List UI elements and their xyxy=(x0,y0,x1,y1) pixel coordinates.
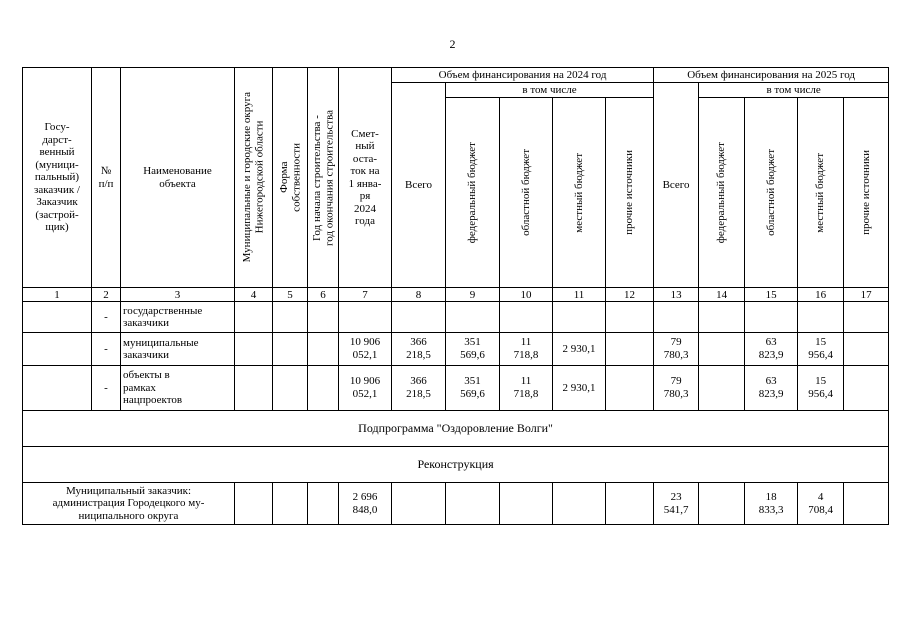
cell-regional-2025: 63 823,9 xyxy=(745,366,798,411)
section-title: Реконструкция xyxy=(23,447,889,483)
col-number: 4 xyxy=(235,288,273,302)
cell-regional-2025: 18 833,3 xyxy=(745,483,798,525)
cell-federal-2025 xyxy=(699,366,745,411)
col-number: 13 xyxy=(654,288,699,302)
cell-remainder: 10 906 052,1 xyxy=(339,333,392,366)
cell-other-2024 xyxy=(606,302,654,333)
cell-regional-2025 xyxy=(745,302,798,333)
col-number: 10 xyxy=(500,288,553,302)
cell-ownership xyxy=(273,302,308,333)
col-number: 8 xyxy=(392,288,446,302)
cell-other-2025 xyxy=(844,333,889,366)
cell-federal-2024 xyxy=(446,302,500,333)
cell-local-2025: 15 956,4 xyxy=(798,333,844,366)
cell-remainder: 10 906 052,1 xyxy=(339,366,392,411)
cell-total-2025: 79 780,3 xyxy=(654,366,699,411)
header-total-2025: Всего xyxy=(654,83,699,288)
col-number: 17 xyxy=(844,288,889,302)
cell-name: государственные заказчики xyxy=(121,302,235,333)
cell-regional-2025: 63 823,9 xyxy=(745,333,798,366)
cell-local-2024 xyxy=(553,302,606,333)
cell-local-2025 xyxy=(798,302,844,333)
cell-years xyxy=(308,483,339,525)
header-customer: Госу- дарст- венный (муници- пальный) заказчик / Заказчик (застрой- щик) xyxy=(23,68,92,288)
header-municipal: Муниципальные и городские округа Нижегородской области xyxy=(235,68,273,288)
cell-other-2024 xyxy=(606,483,654,525)
cell-customer xyxy=(23,366,92,411)
cell-years xyxy=(308,366,339,411)
cell-ownership xyxy=(273,333,308,366)
header-regional-2025: областной бюджет xyxy=(745,98,798,288)
cell-federal-2024 xyxy=(446,483,500,525)
header-other-2025: прочие источники xyxy=(844,98,889,288)
cell-num: - xyxy=(92,302,121,333)
header-ownership: Форма собственности xyxy=(273,68,308,288)
cell-other-2025 xyxy=(844,366,889,411)
municipal-customer-row xyxy=(23,483,889,525)
col-number: 1 xyxy=(23,288,92,302)
col-number: 3 xyxy=(121,288,235,302)
financing-table xyxy=(22,67,889,525)
cell-num: - xyxy=(92,366,121,411)
cell-regional-2024: 11 718,8 xyxy=(500,333,553,366)
header-incl-2024: в том числе xyxy=(446,83,654,98)
cell-federal-2024: 351 569,6 xyxy=(446,333,500,366)
cell-total-2024: 366 218,5 xyxy=(392,333,446,366)
subprogram-row xyxy=(23,411,889,447)
cell-other-2024 xyxy=(606,333,654,366)
cell-municipal xyxy=(235,366,273,411)
header-years: Год начала строительства - год окончания строительства xyxy=(308,68,339,288)
header-fin-2024: Объем финансирования на 2024 год xyxy=(392,68,654,83)
cell-customer xyxy=(23,302,92,333)
header-remainder: Смет- ный оста- ток на 1 янва- ря 2024 года xyxy=(339,68,392,288)
header-federal-2025: федеральный бюджет xyxy=(699,98,745,288)
subprogram-title: Подпрограмма "Оздоровление Волги" xyxy=(23,411,889,447)
col-number: 6 xyxy=(308,288,339,302)
header-incl-2025: в том числе xyxy=(699,83,889,98)
cell-other-2025 xyxy=(844,483,889,525)
cell-remainder xyxy=(339,302,392,333)
header-name: Наименование объекта xyxy=(121,68,235,288)
header-regional-2024: областной бюджет xyxy=(500,98,553,288)
cell-total-2024 xyxy=(392,302,446,333)
col-number: 9 xyxy=(446,288,500,302)
cell-federal-2025 xyxy=(699,333,745,366)
cell-name: объекты в рамках нацпроектов xyxy=(121,366,235,411)
cell-total-2025: 79 780,3 xyxy=(654,333,699,366)
cell-municipal-customer: Муниципальный заказчик: администрация Городецкого му- ниципального округа xyxy=(23,483,235,525)
cell-num: - xyxy=(92,333,121,366)
cell-local-2024: 2 930,1 xyxy=(553,333,606,366)
cell-years xyxy=(308,333,339,366)
cell-total-2025 xyxy=(654,302,699,333)
cell-years xyxy=(308,302,339,333)
cell-regional-2024: 11 718,8 xyxy=(500,366,553,411)
col-number: 5 xyxy=(273,288,308,302)
cell-federal-2025 xyxy=(699,483,745,525)
col-number: 11 xyxy=(553,288,606,302)
cell-local-2025: 15 956,4 xyxy=(798,366,844,411)
col-number: 2 xyxy=(92,288,121,302)
cell-ownership xyxy=(273,366,308,411)
cell-local-2025: 4 708,4 xyxy=(798,483,844,525)
cell-federal-2025 xyxy=(699,302,745,333)
cell-other-2025 xyxy=(844,302,889,333)
cell-local-2024 xyxy=(553,483,606,525)
cell-total-2025: 23 541,7 xyxy=(654,483,699,525)
cell-total-2024: 366 218,5 xyxy=(392,366,446,411)
header-other-2024: прочие источники xyxy=(606,98,654,288)
column-numbers-row xyxy=(23,288,889,302)
table-row xyxy=(23,302,889,333)
cell-regional-2024 xyxy=(500,302,553,333)
cell-local-2024: 2 930,1 xyxy=(553,366,606,411)
cell-federal-2024: 351 569,6 xyxy=(446,366,500,411)
cell-regional-2024 xyxy=(500,483,553,525)
cell-name: муниципальные заказчики xyxy=(121,333,235,366)
header-local-2024: местный бюджет xyxy=(553,98,606,288)
header-num: № п/п xyxy=(92,68,121,288)
cell-remainder: 2 696 848,0 xyxy=(339,483,392,525)
cell-customer xyxy=(23,333,92,366)
cell-municipal xyxy=(235,302,273,333)
cell-municipal xyxy=(235,333,273,366)
header-federal-2024: федеральный бюджет xyxy=(446,98,500,288)
table-row xyxy=(23,366,889,411)
col-number: 14 xyxy=(699,288,745,302)
col-number: 16 xyxy=(798,288,844,302)
cell-municipal xyxy=(235,483,273,525)
header-local-2025: местный бюджет xyxy=(798,98,844,288)
col-number: 15 xyxy=(745,288,798,302)
table-row xyxy=(23,333,889,366)
section-row xyxy=(23,447,889,483)
page-number: 2 xyxy=(449,37,456,51)
header-fin-2025: Объем финансирования на 2025 год xyxy=(654,68,889,83)
cell-other-2024 xyxy=(606,366,654,411)
cell-ownership xyxy=(273,483,308,525)
header-total-2024: Всего xyxy=(392,83,446,288)
col-number: 12 xyxy=(606,288,654,302)
cell-total-2024 xyxy=(392,483,446,525)
col-number: 7 xyxy=(339,288,392,302)
